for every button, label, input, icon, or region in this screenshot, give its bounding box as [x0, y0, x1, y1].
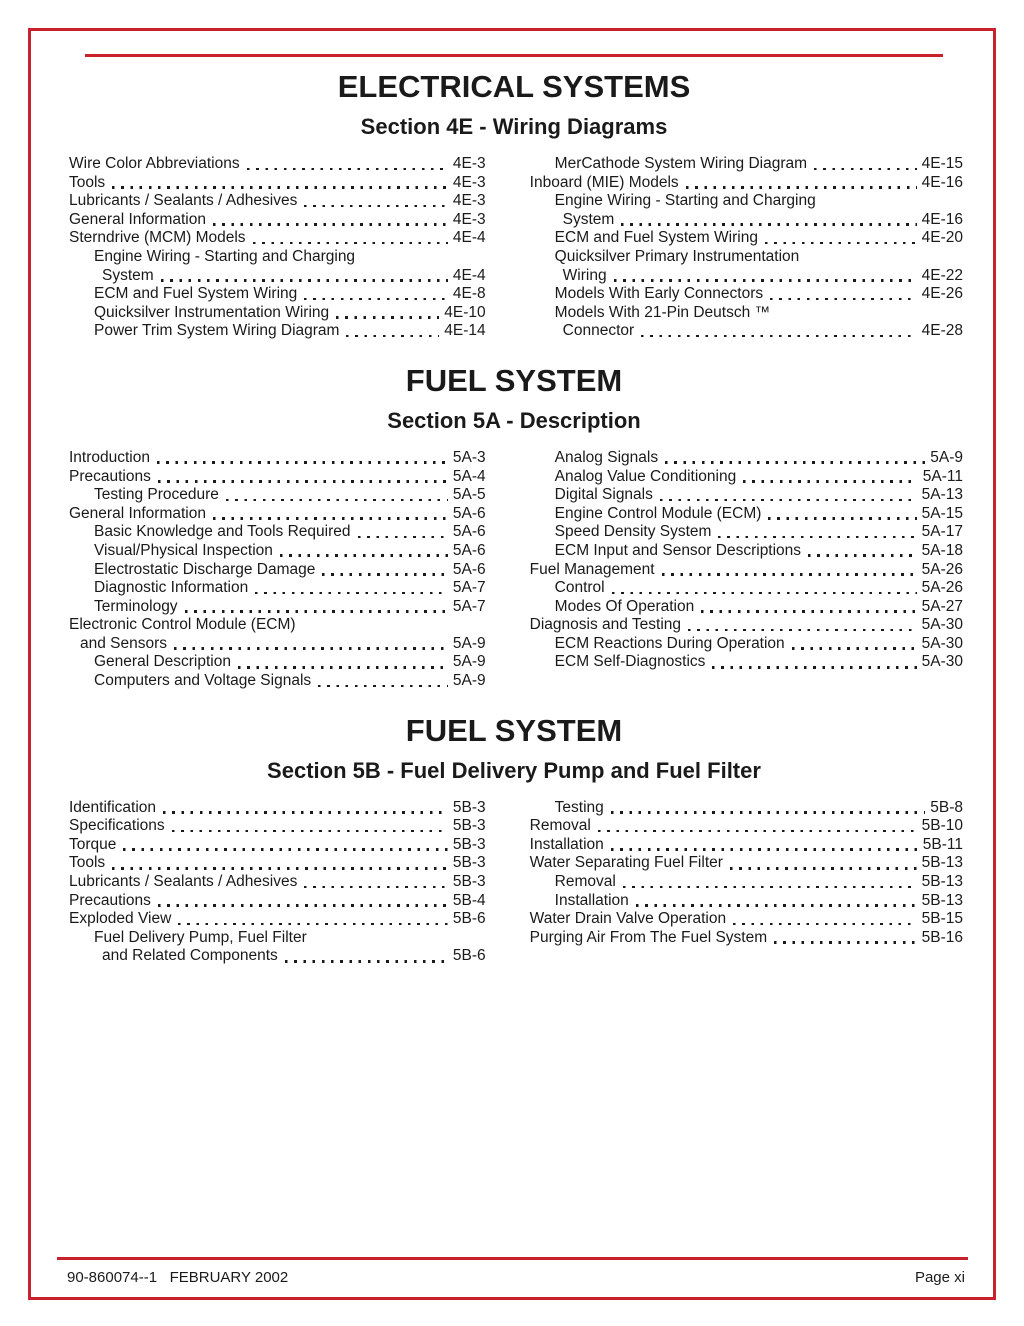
- dot-leader: [255, 592, 448, 595]
- toc-entry: [69, 449, 486, 468]
- dot-leader: [662, 573, 917, 576]
- toc-entry-title: Exploded View: [69, 910, 172, 928]
- dot-leader: [688, 629, 917, 632]
- toc-entry-title: General Description: [94, 653, 231, 671]
- toc-entry-page: 5B-3: [452, 854, 486, 872]
- toc-entry-title: Basic Knowledge and Tools Required: [94, 523, 351, 541]
- dot-leader: [112, 867, 448, 870]
- toc-entry: [69, 929, 486, 948]
- toc-entry-page: 5A-5: [452, 486, 486, 504]
- toc-entry-page: 5B-16: [921, 928, 963, 946]
- toc-entry-page: 5A-4: [452, 467, 486, 485]
- toc-entry: [530, 579, 963, 598]
- dot-leader: [336, 316, 439, 319]
- toc-entry: [530, 635, 963, 654]
- dot-leader: [686, 186, 917, 189]
- dot-leader: [304, 205, 448, 208]
- dot-leader: [718, 536, 916, 539]
- toc-entry-title: Lubricants / Sealants / Adhesives: [69, 873, 298, 891]
- toc-entry: [69, 579, 486, 598]
- toc-entry: [69, 248, 486, 267]
- toc-entry-page: 5A-13: [921, 486, 963, 504]
- toc-entry-page: 5A-9: [930, 448, 963, 466]
- toc-entry-page: 4E-26: [921, 285, 963, 303]
- toc-entry-title: Identification: [69, 798, 157, 816]
- toc-entry: [530, 505, 963, 524]
- toc-entry-title: Fuel Delivery Pump, Fuel Filter: [94, 928, 307, 946]
- toc-entry-title: Testing Procedure: [94, 486, 219, 504]
- toc-entry-title: General Information: [69, 504, 206, 522]
- page-footer: [57, 1257, 968, 1286]
- toc-entry-title: Lubricants / Sealants / Adhesives: [69, 192, 298, 210]
- toc-entry-title: Torque: [69, 835, 117, 853]
- section-title: FUEL SYSTEM: [405, 712, 623, 748]
- dot-leader: [123, 848, 448, 851]
- dot-leader: [614, 279, 917, 282]
- dot-leader: [768, 517, 916, 520]
- toc-entry: [69, 873, 486, 892]
- footer-rule: [57, 1257, 968, 1260]
- toc-entry: [530, 523, 963, 542]
- toc-entry-page: 5A-30: [921, 616, 963, 634]
- toc-entry-title: Modes Of Operation: [554, 597, 695, 615]
- toc-entry-title: Removal: [554, 873, 616, 891]
- toc-entry-page: 5A-11: [922, 467, 963, 485]
- toc-entry-title: Testing: [554, 798, 604, 816]
- toc-entry-title: Terminology: [94, 597, 178, 615]
- dot-leader: [185, 610, 448, 613]
- toc-entry-title: ECM Reactions During Operation: [554, 634, 785, 652]
- toc-entry-title: Digital Signals: [554, 486, 653, 504]
- toc-entry: [530, 192, 963, 211]
- toc-entry: [69, 598, 486, 617]
- toc-entry-title: and Related Components: [102, 947, 278, 965]
- toc-entry: [69, 892, 486, 911]
- toc-entry: [530, 616, 963, 635]
- toc-entry: [530, 449, 963, 468]
- toc-entry: [69, 211, 486, 230]
- toc-entry-title: Removal: [529, 817, 591, 835]
- toc-entry: [69, 836, 486, 855]
- toc-column-right: [530, 449, 963, 691]
- toc-entry-title: Wiring: [562, 266, 607, 284]
- toc-column-right: [530, 155, 963, 341]
- toc-entry-page: 5B-10: [921, 817, 963, 835]
- toc-entry-title: Water Separating Fuel Filter: [529, 854, 723, 872]
- toc-entry: [530, 561, 963, 580]
- toc-entry: [69, 229, 486, 248]
- toc-entry: [69, 192, 486, 211]
- toc-entry-page: 5B-3: [452, 817, 486, 835]
- toc-entry: [530, 854, 963, 873]
- dot-leader: [163, 811, 448, 814]
- section-fuel-system-5a: [63, 363, 965, 691]
- toc-entry-page: 4E-14: [444, 322, 486, 340]
- dot-leader: [304, 298, 448, 301]
- toc-entry: [69, 653, 486, 672]
- toc-entry: [530, 211, 963, 230]
- dot-leader: [743, 480, 918, 483]
- toc-entry: [530, 873, 963, 892]
- toc-entry-title: Water Drain Valve Operation: [529, 910, 727, 928]
- dot-leader: [660, 499, 917, 502]
- toc-entry: [69, 542, 486, 561]
- toc-entry-title: Electronic Control Module (ECM): [69, 616, 296, 634]
- toc-entry-page: 5B-8: [930, 798, 963, 816]
- toc-entry-title: System: [102, 266, 154, 284]
- toc-entry-page: 4E-15: [921, 155, 963, 172]
- toc-entry-page: 4E-3: [452, 192, 486, 210]
- toc-4e: [63, 155, 965, 341]
- section-fuel-system-5b: [63, 713, 965, 966]
- toc-column-left: [69, 449, 486, 691]
- document-number: 90-860074--1 FEBRUARY 2002: [67, 1269, 289, 1286]
- toc-entry-page: 4E-8: [452, 285, 486, 303]
- toc-entry-page: 5A-6: [452, 541, 486, 559]
- header-rule: [85, 54, 943, 57]
- toc-entry: [530, 248, 963, 267]
- toc-entry: [69, 505, 486, 524]
- dot-leader: [158, 904, 448, 907]
- dot-leader: [172, 830, 448, 833]
- dot-leader: [158, 480, 448, 483]
- toc-entry: [69, 155, 486, 174]
- toc-entry: [530, 468, 963, 487]
- dot-leader: [253, 242, 448, 245]
- dot-leader: [612, 592, 917, 595]
- toc-entry-page: 5A-18: [921, 541, 963, 559]
- toc-entry-page: 4E-3: [452, 173, 486, 191]
- toc-entry-page: 5B-13: [921, 891, 963, 909]
- toc-entry-page: 5B-3: [452, 798, 486, 816]
- toc-entry: [530, 285, 963, 304]
- toc-entry: [69, 523, 486, 542]
- toc-entry-page: 5A-7: [452, 579, 486, 597]
- toc-entry-title: Tools: [69, 854, 106, 872]
- dot-leader: [304, 886, 448, 889]
- toc-5a: [63, 449, 965, 691]
- dot-leader: [280, 554, 448, 557]
- toc-entry-title: Sterndrive (MCM) Models: [69, 229, 246, 247]
- page-content: [31, 31, 993, 1297]
- toc-entry: [69, 910, 486, 929]
- dot-leader: [247, 168, 448, 171]
- toc-entry-title: Power Trim System Wiring Diagram: [94, 322, 340, 340]
- toc-entry-title: MerCathode System Wiring Diagram: [554, 155, 808, 172]
- toc-entry: [530, 174, 963, 193]
- dot-leader: [213, 517, 448, 520]
- dot-leader: [701, 610, 916, 613]
- toc-entry-title: Engine Wiring - Starting and Charging: [94, 247, 356, 265]
- toc-entry-page: 5A-6: [452, 560, 486, 578]
- toc-entry-page: 4E-4: [452, 229, 486, 247]
- toc-entry-title: ECM Input and Sensor Descriptions: [554, 541, 802, 559]
- toc-entry-title: General Information: [69, 210, 206, 228]
- dot-leader: [774, 941, 917, 944]
- page-border: [28, 28, 996, 1300]
- toc-entry: [69, 672, 486, 691]
- toc-entry: [530, 799, 963, 818]
- dot-leader: [598, 830, 917, 833]
- dot-leader: [358, 536, 448, 539]
- toc-entry: [69, 322, 486, 341]
- dot-leader: [226, 499, 448, 502]
- toc-entry-title: System: [562, 210, 615, 228]
- section-subtitle: Section 5A - Description: [387, 407, 641, 433]
- toc-entry-title: Analog Signals: [554, 448, 659, 466]
- toc-entry-title: Control: [554, 579, 605, 597]
- dot-leader: [623, 886, 917, 889]
- dot-leader: [174, 647, 448, 650]
- dot-leader: [611, 848, 918, 851]
- toc-column-right: [530, 799, 963, 966]
- section-title: FUEL SYSTEM: [405, 362, 623, 398]
- toc-entry-title: Electrostatic Discharge Damage: [94, 560, 316, 578]
- section-electrical-systems: [63, 69, 965, 341]
- dot-leader: [770, 298, 917, 301]
- toc-entry-title: Models With Early Connectors: [554, 285, 764, 303]
- toc-entry-title: ECM Self-Diagnostics: [554, 653, 706, 671]
- toc-entry-title: Precautions: [69, 467, 151, 485]
- toc-entry-title: Models With 21-Pin Deutsch ™: [554, 303, 771, 321]
- toc-entry-page: 4E-3: [452, 155, 486, 172]
- toc-entry: [530, 229, 963, 248]
- toc-entry-page: 5A-30: [921, 634, 963, 652]
- toc-entry-page: 5A-27: [921, 597, 963, 615]
- toc-entry-page: 5B-6: [452, 947, 486, 965]
- toc-entry-title: Installation: [529, 835, 604, 853]
- toc-entry: [69, 817, 486, 836]
- toc-entry-page: 5A-3: [452, 448, 486, 466]
- toc-entry-page: 5B-15: [921, 910, 963, 928]
- toc-entry: [69, 616, 486, 635]
- toc-entry-page: 5B-13: [921, 854, 963, 872]
- toc-entry: [530, 486, 963, 505]
- toc-entry: [530, 892, 963, 911]
- footer-row: [57, 1269, 968, 1286]
- toc-column-left: [69, 155, 486, 341]
- toc-entry: [530, 598, 963, 617]
- toc-entry-page: 4E-22: [921, 266, 963, 284]
- toc-entry-page: 5A-7: [452, 597, 486, 615]
- toc-entry-page: 4E-20: [921, 229, 963, 247]
- toc-entry-title: Specifications: [69, 817, 165, 835]
- section-subtitle: Section 4E - Wiring Diagrams: [360, 114, 668, 139]
- toc-entry-page: 5A-6: [452, 504, 486, 522]
- toc-entry-page: 4E-16: [921, 173, 963, 191]
- toc-entry-title: Analog Value Conditioning: [554, 467, 737, 485]
- toc-entry: [530, 817, 963, 836]
- toc-entry-title: Fuel Management: [529, 560, 655, 578]
- toc-entry-title: Installation: [554, 891, 629, 909]
- toc-entry-page: 5A-6: [452, 523, 486, 541]
- dot-leader: [213, 223, 448, 226]
- toc-entry: [69, 486, 486, 505]
- toc-entry-page: 5A-26: [921, 579, 963, 597]
- dot-leader: [712, 666, 916, 669]
- toc-entry: [69, 947, 486, 966]
- toc-entry-title: Diagnosis and Testing: [529, 616, 682, 634]
- dot-leader: [733, 923, 917, 926]
- toc-entry: [530, 653, 963, 672]
- toc-entry-page: 5B-4: [452, 891, 486, 909]
- toc-entry: [69, 304, 486, 323]
- toc-entry-title: Wire Color Abbreviations: [69, 155, 240, 172]
- dot-leader: [808, 554, 917, 557]
- toc-entry-page: 5A-9: [452, 672, 486, 690]
- toc-entry: [530, 155, 963, 174]
- toc-entry-page: 5A-9: [452, 634, 486, 652]
- toc-entry-title: Computers and Voltage Signals: [94, 672, 312, 690]
- toc-entry-page: 4E-4: [452, 266, 486, 284]
- toc-entry-page: 4E-3: [452, 210, 486, 228]
- toc-entry-title: Introduction: [69, 448, 150, 466]
- toc-entry-page: 5B-6: [452, 910, 486, 928]
- toc-entry-title: Connector: [562, 322, 635, 340]
- section-title: ELECTRICAL SYSTEMS: [337, 69, 691, 104]
- dot-leader: [611, 811, 925, 814]
- toc-entry: [69, 635, 486, 654]
- toc-entry: [69, 854, 486, 873]
- dot-leader: [636, 904, 917, 907]
- toc-entry-page: 5A-9: [452, 653, 486, 671]
- toc-entry: [530, 542, 963, 561]
- toc-entry-title: Tools: [69, 173, 106, 191]
- toc-entry: [530, 836, 963, 855]
- toc-entry-title: ECM and Fuel System Wiring: [554, 229, 758, 247]
- toc-entry-page: 5B-3: [452, 835, 486, 853]
- dot-leader: [157, 461, 448, 464]
- toc-entry-page: 5A-17: [921, 523, 963, 541]
- toc-entry-title: ECM and Fuel System Wiring: [94, 285, 298, 303]
- toc-entry-title: Purging Air From The Fuel System: [529, 928, 768, 946]
- toc-entry: [530, 304, 963, 323]
- dot-leader: [318, 685, 448, 688]
- dot-leader: [730, 867, 917, 870]
- toc-entry-title: Precautions: [69, 891, 151, 909]
- toc-entry-title: Visual/Physical Inspection: [94, 541, 273, 559]
- toc-entry-title: Inboard (MIE) Models: [529, 173, 679, 191]
- dot-leader: [641, 335, 916, 338]
- section-subtitle: Section 5B - Fuel Delivery Pump and Fuel Filter: [267, 757, 761, 783]
- toc-entry-title: Engine Wiring - Starting and Charging: [554, 192, 816, 210]
- toc-entry-page: 4E-28: [921, 322, 963, 340]
- toc-entry-page: 4E-16: [921, 210, 963, 228]
- toc-entry-title: and Sensors: [80, 634, 168, 652]
- toc-entry-page: 4E-10: [444, 303, 486, 321]
- dot-leader: [112, 186, 448, 189]
- toc-entry: [69, 267, 486, 286]
- toc-entry-page: 5A-15: [921, 504, 963, 522]
- toc-entry-title: Quicksilver Instrumentation Wiring: [94, 303, 330, 321]
- dot-leader: [238, 666, 448, 669]
- toc-entry: [69, 174, 486, 193]
- dot-leader: [792, 647, 917, 650]
- dot-leader: [178, 923, 448, 926]
- dot-leader: [285, 960, 448, 963]
- toc-entry-title: Quicksilver Primary Instrumentation: [554, 247, 800, 265]
- toc-entry-page: 5A-26: [921, 560, 963, 578]
- toc-column-left: [69, 799, 486, 966]
- toc-5b: [63, 799, 965, 966]
- toc-entry: [69, 285, 486, 304]
- toc-entry-title: Diagnostic Information: [94, 579, 249, 597]
- toc-entry: [69, 799, 486, 818]
- toc-entry-title: Speed Density System: [554, 523, 712, 541]
- dot-leader: [765, 242, 917, 245]
- dot-leader: [322, 573, 448, 576]
- toc-entry-page: 5B-13: [921, 873, 963, 891]
- page-number: Page xi: [914, 1269, 965, 1286]
- dot-leader: [346, 335, 439, 338]
- toc-entry: [530, 322, 963, 341]
- toc-entry-page: 5B-3: [452, 873, 486, 891]
- toc-entry-page: 5B-11: [922, 835, 963, 853]
- toc-entry-page: 5A-30: [921, 653, 963, 671]
- toc-entry-title: Engine Control Module (ECM): [554, 504, 762, 522]
- toc-entry: [530, 267, 963, 286]
- toc-entry: [530, 929, 963, 948]
- dot-leader: [665, 461, 925, 464]
- dot-leader: [161, 279, 448, 282]
- toc-entry: [69, 468, 486, 487]
- dot-leader: [621, 223, 916, 226]
- toc-entry: [69, 561, 486, 580]
- dot-leader: [814, 168, 917, 171]
- toc-entry: [530, 910, 963, 929]
